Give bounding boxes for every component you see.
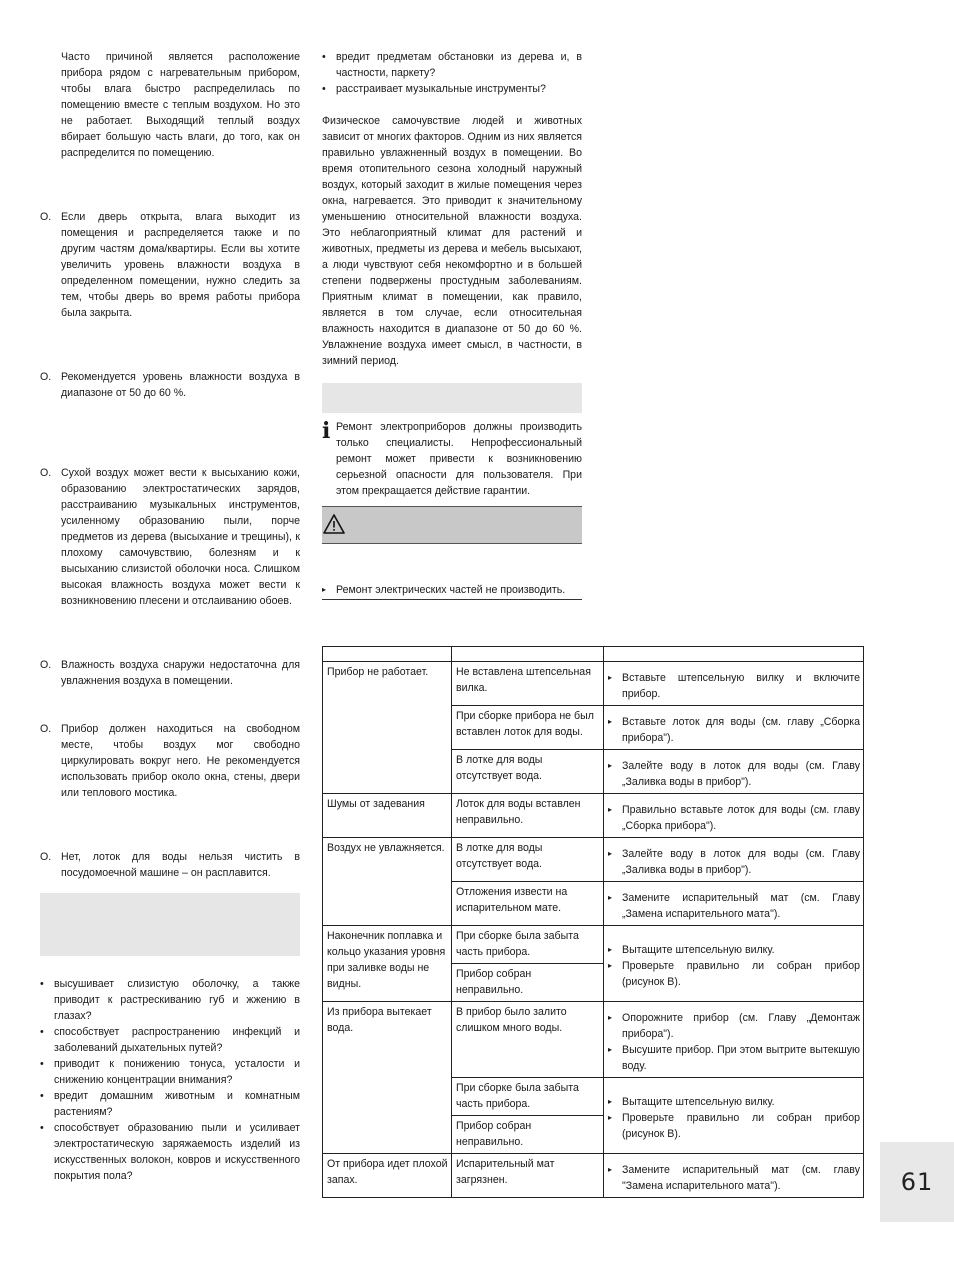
solution-text: Залейте воду в лоток для воды (см. Главу „Заливка воды в прибор").: [622, 760, 860, 788]
arrow-icon: ▸: [608, 1045, 613, 1054]
table-row: [323, 1154, 864, 1198]
warning-triangle-icon: [323, 514, 345, 534]
arrow-icon: ▸: [608, 673, 613, 682]
arrow-icon: ▸: [608, 849, 613, 858]
solution-cell: [604, 794, 864, 838]
arrow-icon: ▸: [608, 945, 613, 954]
climate-paragraph: Физическое самочувствие людей и животных зависит от многих факторов. Одним из них является правильно увлажненный воздух в помещении. Во время отопительного сезона холодный наружный воздух, который заходит в жилые помещения через окна, нагревается. Это приводит к значительному уменьшению относительной влажности воздуха. Это неблагоприятный климат для растений и животных, предметы из дерева и мебель высыхают, а люди чувствуют себя некомфортно и в большей степени подвержены простудным заболеваниям. Приятным климат в помещении, как правило, является в том случае, если относительная влажность находится в диапазоне от 50 до 60 %. Увлажнение воздуха имеет смысл, в частности, в зимний период.: [322, 115, 582, 367]
solution-text: Правильно вставьте лоток для воды (см. главу „Сборка прибора").: [622, 804, 860, 832]
solution-text: Проверьте правильно ли собран прибор (рисунок B).: [622, 1112, 860, 1140]
dry-air-effects-list: [40, 976, 300, 1184]
solution-cell: [604, 706, 864, 750]
answer-text: Сухой воздух может вести к высыханию кожи, образованию электростатических зарядов, расстраиванию музыкальных инструментов, усиленному образованию пыли, порче предметов из дерева (высыхание и трещины), к плохому самочувствию, болезням и к высыханию слизистой оболочки носа. Слишком высокая влажность воздуха может вести к возникновению плесени и отслаиванию обоев.: [61, 467, 300, 607]
table-header-row: [323, 647, 864, 662]
middle-column: [322, 49, 582, 600]
list-item: • приводит к понижению тонуса, усталости и снижению концентрации внимания?: [40, 1056, 300, 1088]
answer-door: [40, 209, 300, 321]
solution-item: [608, 1094, 860, 1110]
intro-paragraph: Часто причиной является расположение прибора рядом с нагревательным прибором, чтобы влага быстро распределилась по помещению вместе с теплым воздухом. Но это не работает. Выходящий теплый воздух вбирает большую часть влаги, до того, как он распределится по помещению.: [61, 51, 300, 159]
solution-cell: [604, 882, 864, 926]
solution-text: Вытащите штепсельную вилку.: [622, 1096, 775, 1108]
answer-placement: [40, 721, 300, 801]
solution-text: Опорожните прибор (см. Главу „Демонтаж прибора").: [622, 1012, 860, 1040]
answer-mark: О.: [40, 467, 52, 479]
table-row: [323, 1002, 864, 1078]
solution-item: [608, 846, 860, 878]
problem-cell: Наконечник поплавка и кольцо указания уровня при заливке воды не видны.: [323, 926, 452, 1002]
arrow-icon: ▸: [608, 1097, 613, 1106]
solution-text: Вытащите штепсельную вилку.: [622, 944, 775, 956]
arrow-icon: ▸: [608, 717, 613, 726]
arrow-icon: ▸: [608, 805, 613, 814]
solution-cell: [604, 662, 864, 706]
cause-cell: При сборке прибора не был вставлен лоток для воды.: [452, 706, 604, 750]
solution-cell: [604, 1078, 864, 1154]
arrow-icon: ▸: [322, 585, 327, 594]
solution-item: [608, 1010, 860, 1042]
problem-cell: Прибор не работает.: [323, 662, 452, 794]
solution-item: [608, 802, 860, 834]
cause-cell: В лотке для воды отсутствует вода.: [452, 750, 604, 794]
answer-mark: О.: [40, 371, 52, 383]
repair-heading-box: [322, 383, 582, 413]
cause-cell: В прибор было залито слишком много воды.: [452, 1002, 604, 1078]
solution-item: [608, 942, 860, 958]
solution-text: Залейте воду в лоток для воды (см. Главу „Заливка воды в прибор").: [622, 848, 860, 876]
arrow-icon: ▸: [608, 1113, 613, 1122]
cause-cell: В лотке для воды отсутствует вода.: [452, 838, 604, 882]
left-column: [40, 49, 300, 1184]
solution-text: Высушите прибор. При этом вытрите вытекшую воду.: [622, 1044, 860, 1072]
section-heading-box: [40, 893, 300, 956]
arrow-icon: ▸: [608, 761, 613, 770]
list-item: • расстраивает музыкальные инструменты?: [322, 81, 582, 97]
page-number: 61: [880, 1142, 954, 1222]
answer-text: Рекомендуется уровень влажности воздуха в диапазоне от 50 до 60 %.: [61, 371, 300, 399]
header-cell-cause: [452, 647, 604, 662]
solution-item: [608, 1110, 860, 1142]
cause-cell: При сборке была забыта часть прибора.: [452, 926, 604, 964]
list-item: • высушивает слизистую оболочку, а также приводит к растрескиванию губ и жжению в глазах?: [40, 976, 300, 1024]
answer-text: Прибор должен находиться на свободном месте, чтобы воздух мог свободно циркулировать вокруг него. Не рекомендуется использовать прибор около окна, стены, двери или теплового мостика.: [61, 723, 300, 799]
cause-cell: Испарительный мат загрязнен.: [452, 1154, 604, 1198]
answer-mark: О.: [40, 851, 52, 863]
solution-item: [608, 958, 860, 990]
problem-cell: От прибора идет плохой запах.: [323, 1154, 452, 1198]
solution-item: [608, 1162, 860, 1194]
solution-text: Проверьте правильно ли собран прибор (рисунок B).: [622, 960, 860, 988]
answer-text: Если дверь открыта, влага выходит из помещения и распределяется также и по другим частям дома/квартиры. Если вы хотите увеличить уровень влажности воздуха в определенном помещении, нужно следить за тем, чтобы дверь во время работы прибора была закрыта.: [61, 211, 300, 319]
solution-text: Замените испарительный мат (см. Главу „Замена испарительного мата").: [622, 892, 860, 920]
solution-item: [608, 670, 860, 702]
cause-cell: Лоток для воды вставлен неправильно.: [452, 794, 604, 838]
cause-cell: При сборке была забыта часть прибора.: [452, 1078, 604, 1116]
arrow-icon: ▸: [608, 1013, 613, 1022]
solution-text: Вставьте лоток для воды (см. главу „Сборка прибора").: [622, 716, 860, 744]
problem-cell: Воздух не увлажняется.: [323, 838, 452, 926]
solution-item: [608, 1042, 860, 1074]
solution-cell: [604, 1002, 864, 1078]
cause-cell: Не вставлена штепсельная вилка.: [452, 662, 604, 706]
cause-cell: Отложения извести на испарительном мате.: [452, 882, 604, 926]
list-item: • вредит домашним животным и комнатным растениям?: [40, 1088, 300, 1120]
header-cell-problem: [323, 647, 452, 662]
list-item: • способствует распространению инфекций и заболеваний дыхательных путей?: [40, 1024, 300, 1056]
answer-mark: О.: [40, 211, 52, 223]
solution-item: [608, 758, 860, 790]
cause-cell: Прибор собран неправильно.: [452, 964, 604, 1002]
table-row: [323, 662, 864, 706]
info-icon: i: [322, 418, 331, 444]
solution-cell: [604, 750, 864, 794]
problem-cell: Шумы от задевания: [323, 794, 452, 838]
solution-item: [608, 890, 860, 922]
arrow-icon: ▸: [608, 961, 613, 970]
warning-item: [322, 582, 582, 600]
list-item: • вредит предметам обстановки из дерева и, в частности, паркету?: [322, 49, 582, 81]
table-row: [323, 794, 864, 838]
dry-air-effects-list-continued: [322, 49, 582, 97]
info-note: [322, 419, 582, 499]
answer-mark: О.: [40, 659, 52, 671]
table-row: [323, 926, 864, 964]
header-cell-solution: [604, 647, 864, 662]
warning-item-text: Ремонт электрических частей не производить.: [336, 584, 566, 596]
table-row: [323, 838, 864, 882]
list-item: • способствует образованию пыли и усиливает электростатическую заряжаемость изделий из искусственных волокон, ковров и искусственного покрытия пола?: [40, 1120, 300, 1184]
answer-dry-air: [40, 465, 300, 609]
solution-text: Замените испарительный мат (см. главу "Замена испарительного мата").: [622, 1164, 860, 1192]
answer-text: Влажность воздуха снаружи недостаточна для увлажнения воздуха в помещении.: [61, 659, 300, 687]
warning-bar: [322, 506, 582, 544]
answer-mark: О.: [40, 723, 52, 735]
solution-cell: [604, 926, 864, 1002]
solution-cell: [604, 1154, 864, 1198]
troubleshooting-table: [322, 646, 864, 1198]
answer-text: Нет, лоток для воды нельзя чистить в посудомоечной машине – он расплавится.: [61, 851, 300, 879]
answer-outside-air: [40, 657, 300, 689]
answer-dishwasher: [40, 849, 300, 881]
answer-humidity-level: [40, 369, 300, 401]
problem-cell: Из прибора вытекает вода.: [323, 1002, 452, 1154]
arrow-icon: ▸: [608, 893, 613, 902]
info-text: Ремонт электроприборов должны производить только специалисты. Непрофессиональный ремонт может привести к возникновению серьезной опасности для пользователя. При этом прекращается действие гарантии.: [336, 421, 582, 497]
solution-cell: [604, 838, 864, 882]
arrow-icon: ▸: [608, 1165, 613, 1174]
cause-cell: Прибор собран неправильно.: [452, 1116, 604, 1154]
solution-item: [608, 714, 860, 746]
solution-text: Вставьте штепсельную вилку и включите прибор.: [622, 672, 860, 700]
